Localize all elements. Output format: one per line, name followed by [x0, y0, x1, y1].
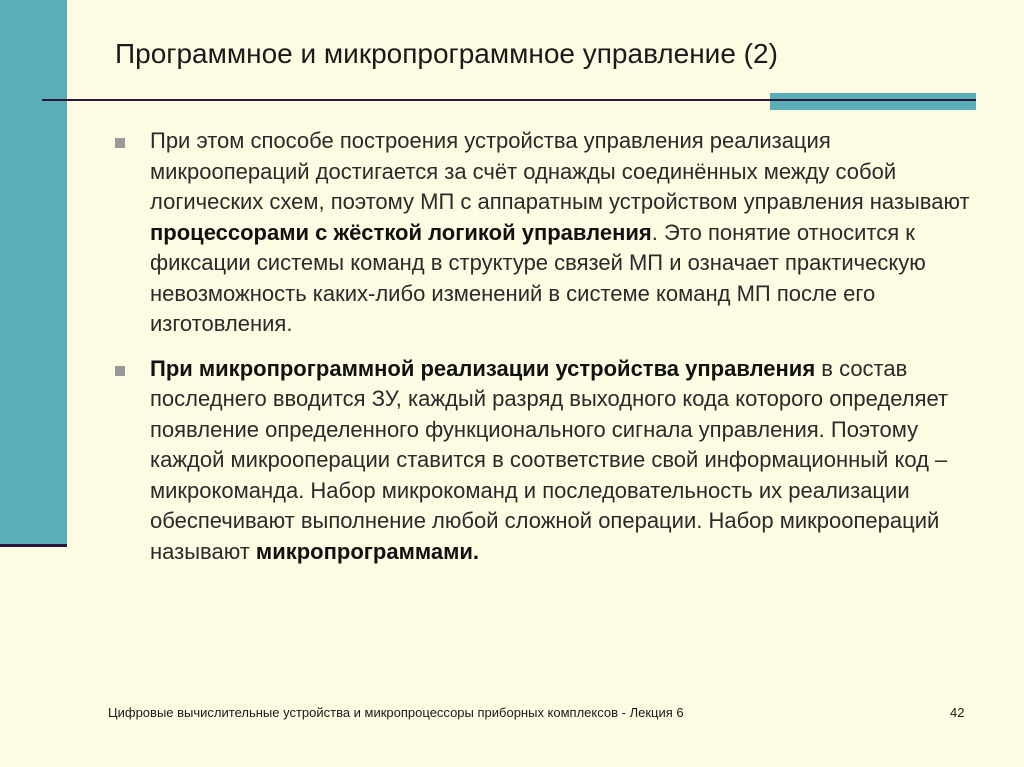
bullet-bold-lead: При микропрограммной реализации устройства управления	[150, 355, 816, 381]
slide-footer: Цифровые вычислительные устройства и микропроцессоры приборных комплексов - Лекция 6	[108, 705, 684, 720]
bullet-bold-term: процессорами с жёсткой логикой управления	[150, 219, 652, 245]
bullet-item-microprogram	[112, 354, 972, 568]
bullet-text: в состав последнего вводится ЗУ, каждый разряд выходного кода которого определяет появление определенного функционального сигнала управления. Поэтому каждой микрооперации ставится в соответствие свой информационный код – микрокоманда. Набор микрокоманд и последовательность их реализации обеспечивают выполнение любой сложной операции. Набор микроопераций называют	[150, 355, 949, 564]
title-accent-bar	[770, 93, 976, 110]
square-bullet-icon	[115, 138, 125, 148]
bullet-item-hardwired	[112, 126, 972, 340]
bullet-text: . Это понятие относится к фиксации системы команд в структуре связей МП и означает практическую невозможность каких-либо изменений в системе команд МП после его изготовления.	[150, 219, 926, 336]
bullet-text: При этом способе построения устройства управления реализация микроопераций достигается за счёт однажды соединённых между собой логических схем, поэтому МП с аппаратным устройством управления называют	[150, 128, 970, 214]
page-number: 42	[950, 705, 965, 720]
bullet-list	[112, 126, 972, 581]
square-bullet-icon	[115, 366, 125, 376]
title-underline	[42, 99, 976, 101]
left-accent-bar	[0, 0, 67, 545]
bullet-bold-term: микропрограммами.	[255, 538, 480, 564]
slide-title: Программное и микропрограммное управление (2)	[115, 38, 778, 69]
left-bar-rule	[0, 544, 67, 547]
